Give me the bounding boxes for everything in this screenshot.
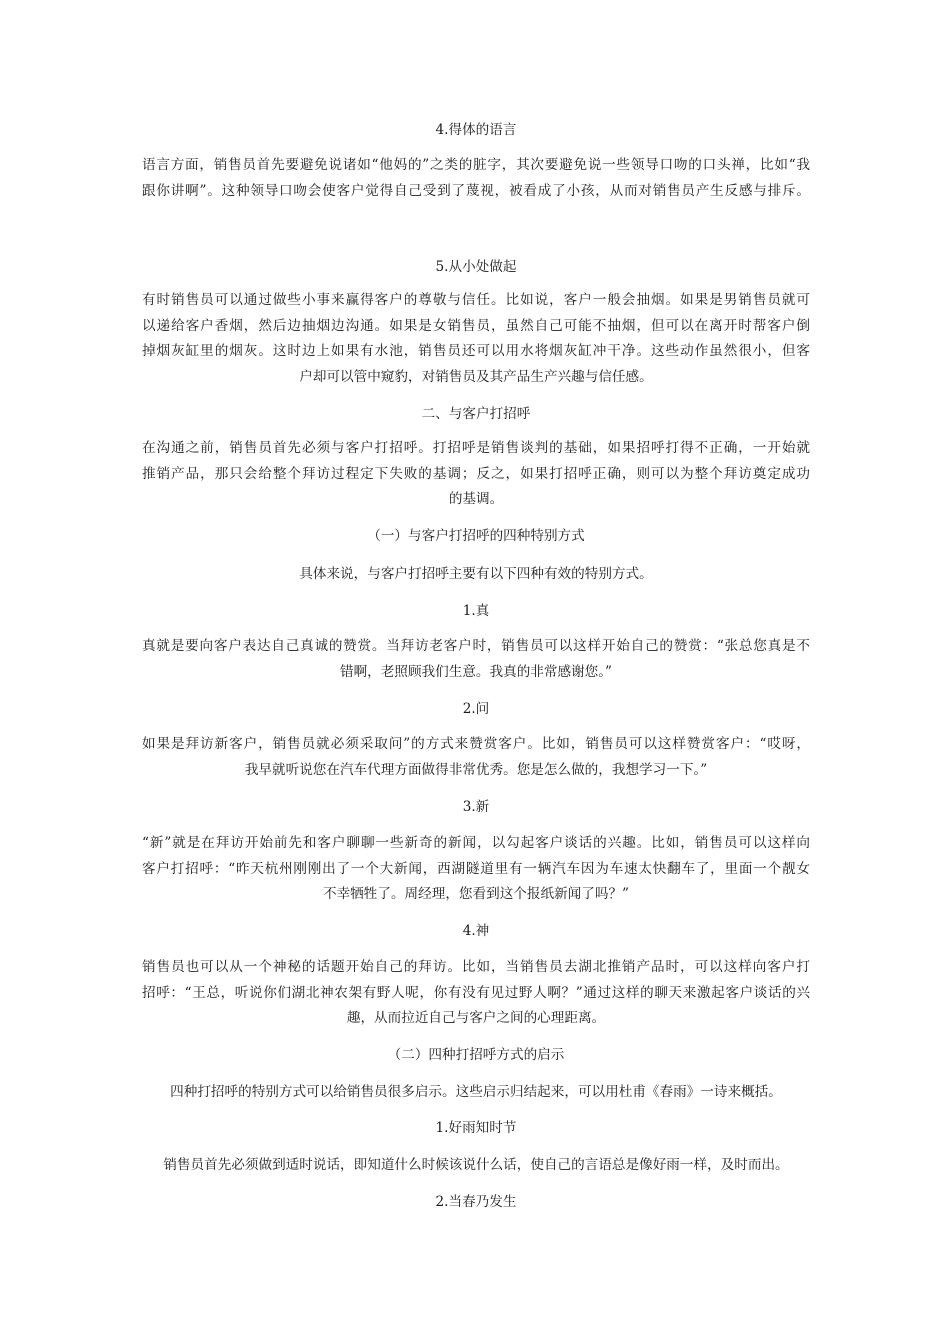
paragraph-mystery: [142, 955, 810, 1032]
paragraph-start-small: [142, 288, 810, 390]
paragraph-greeting: [142, 436, 810, 513]
paragraph-four-ways: 具体来说，与客户打招呼主要有以下四种有效的特别方式。: [299, 566, 653, 582]
paragraph-line: 跟你讲啊”。这种领导口吻会使客户觉得自己受到了蔑视，被看成了小孩，从而对销售员产生反感与排斥。: [142, 182, 810, 199]
paragraph-line: 客户打招呼：“昨天杭州刚刚出了一个大新闻，西湖隧道里有一辆汽车因为车速太快翻车了，里面一个靓女: [142, 860, 810, 877]
heading-inspiration: （二）四种打招呼方式的启示: [387, 1047, 565, 1063]
paragraph-good-rain: 销售员首先必须做到适时说话，即知道什么时候该说什么话，使自己的言语总是像好雨一样，及时而出。: [163, 1157, 789, 1173]
paragraph-ask: [142, 732, 810, 783]
paragraph-new: [142, 831, 810, 908]
paragraph-line: 如果是拜访新客户，销售员就必须采取问”的方式来赞赏客户。比如，销售员可以这样赞赏客户：“哎呀，: [142, 736, 810, 752]
heading-new: 3.新: [462, 799, 490, 815]
paragraph-line: 我早就听说您在汽车代理方面做得非常优秀。您是怎么做的，我想学习一下。”: [244, 761, 708, 778]
heading-proper-language: 4.得体的语言: [435, 122, 517, 138]
paragraph-line: 销售员也可以从一个神秘的话题开始自己的拜访。比如，当销售员去湖北推销产品时，可以这样向客户打: [142, 959, 810, 975]
paragraph-proper-language: [142, 153, 810, 204]
heading-spring: 2.当春乃发生: [435, 1194, 517, 1210]
paragraph-sincere: [142, 634, 810, 685]
heading-good-rain: 1.好雨知时节: [435, 1120, 517, 1136]
paragraph-line: 掉烟灰缸里的烟灰。这时边上如果有水池，销售员还可以用水将烟灰缸冲干净。这些动作虽然很小，但客: [142, 343, 810, 359]
paragraph-line: 推销产品，那只会给整个拜访过程定下失败的基调；反之，如果打招呼正确，则可以为整个拜访奠定成功: [142, 465, 810, 482]
paragraph-line: 户却可以管中窥豹，对销售员及其产品生产兴趣与信任感。: [299, 368, 653, 385]
paragraph-line: 错啊，老照顾我们生意。我真的非常感谢您。”: [339, 663, 613, 680]
paragraph-line: 不幸牺牲了。周经理，您看到这个报纸新闻了吗？”: [322, 886, 629, 902]
heading-mystery: 4.神: [462, 923, 490, 939]
heading-greeting: 二、与客户打招呼: [421, 406, 531, 422]
paragraph-line: 以递给客户香烟，然后边抽烟边沟通。如果是女销售员，虽然自己可能不抽烟，但可以在离开时帮客户倒: [142, 317, 810, 334]
paragraph-line: 的基调。: [448, 491, 504, 507]
paragraph-line: 在沟通之前，销售员首先必须与客户打招呼。打招呼是销售谈判的基础，如果招呼打得不正确，一开始就: [142, 440, 810, 456]
paragraph-line: 趣，从而拉近自己与客户之间的心理距离。: [346, 1010, 606, 1026]
paragraph-line: 有时销售员可以通过做些小事来赢得客户的尊敬与信任。比如说，客户一般会抽烟。如果是男销售员就可: [142, 292, 810, 308]
heading-sincere: 1.真: [462, 603, 490, 619]
paragraph-line: 招呼：“王总，听说你们湖北神农架有野人呢，你有没有见过野人啊？”通过这样的聊天来激起客户谈话的兴: [142, 984, 810, 1001]
paragraph-line: 真就是要向客户表达自己真诚的赞赏。当拜访老客户时，销售员可以这样开始自己的赞赏：“张总您真是不: [142, 638, 810, 654]
heading-start-small: 5.从小处做起: [435, 259, 517, 275]
paragraph-line: 语言方面，销售员首先要避免说诸如“他妈的”之类的脏字，其次要避免说一些领导口吻的口头禅，比如“我: [142, 157, 810, 173]
heading-ask: 2.问: [462, 701, 490, 717]
paragraph-inspiration: 四种打招呼的特别方式可以给销售员很多启示。这些启示归结起来，可以用杜甫《春雨》一诗来概括。: [170, 1084, 782, 1100]
paragraph-line: “新”就是在拜访开始前先和客户聊聊一些新奇的新闻，以勾起客户谈话的兴趣。比如，销售员可以这样向: [142, 835, 810, 851]
heading-four-ways: （一）与客户打招呼的四种特别方式: [367, 528, 585, 544]
